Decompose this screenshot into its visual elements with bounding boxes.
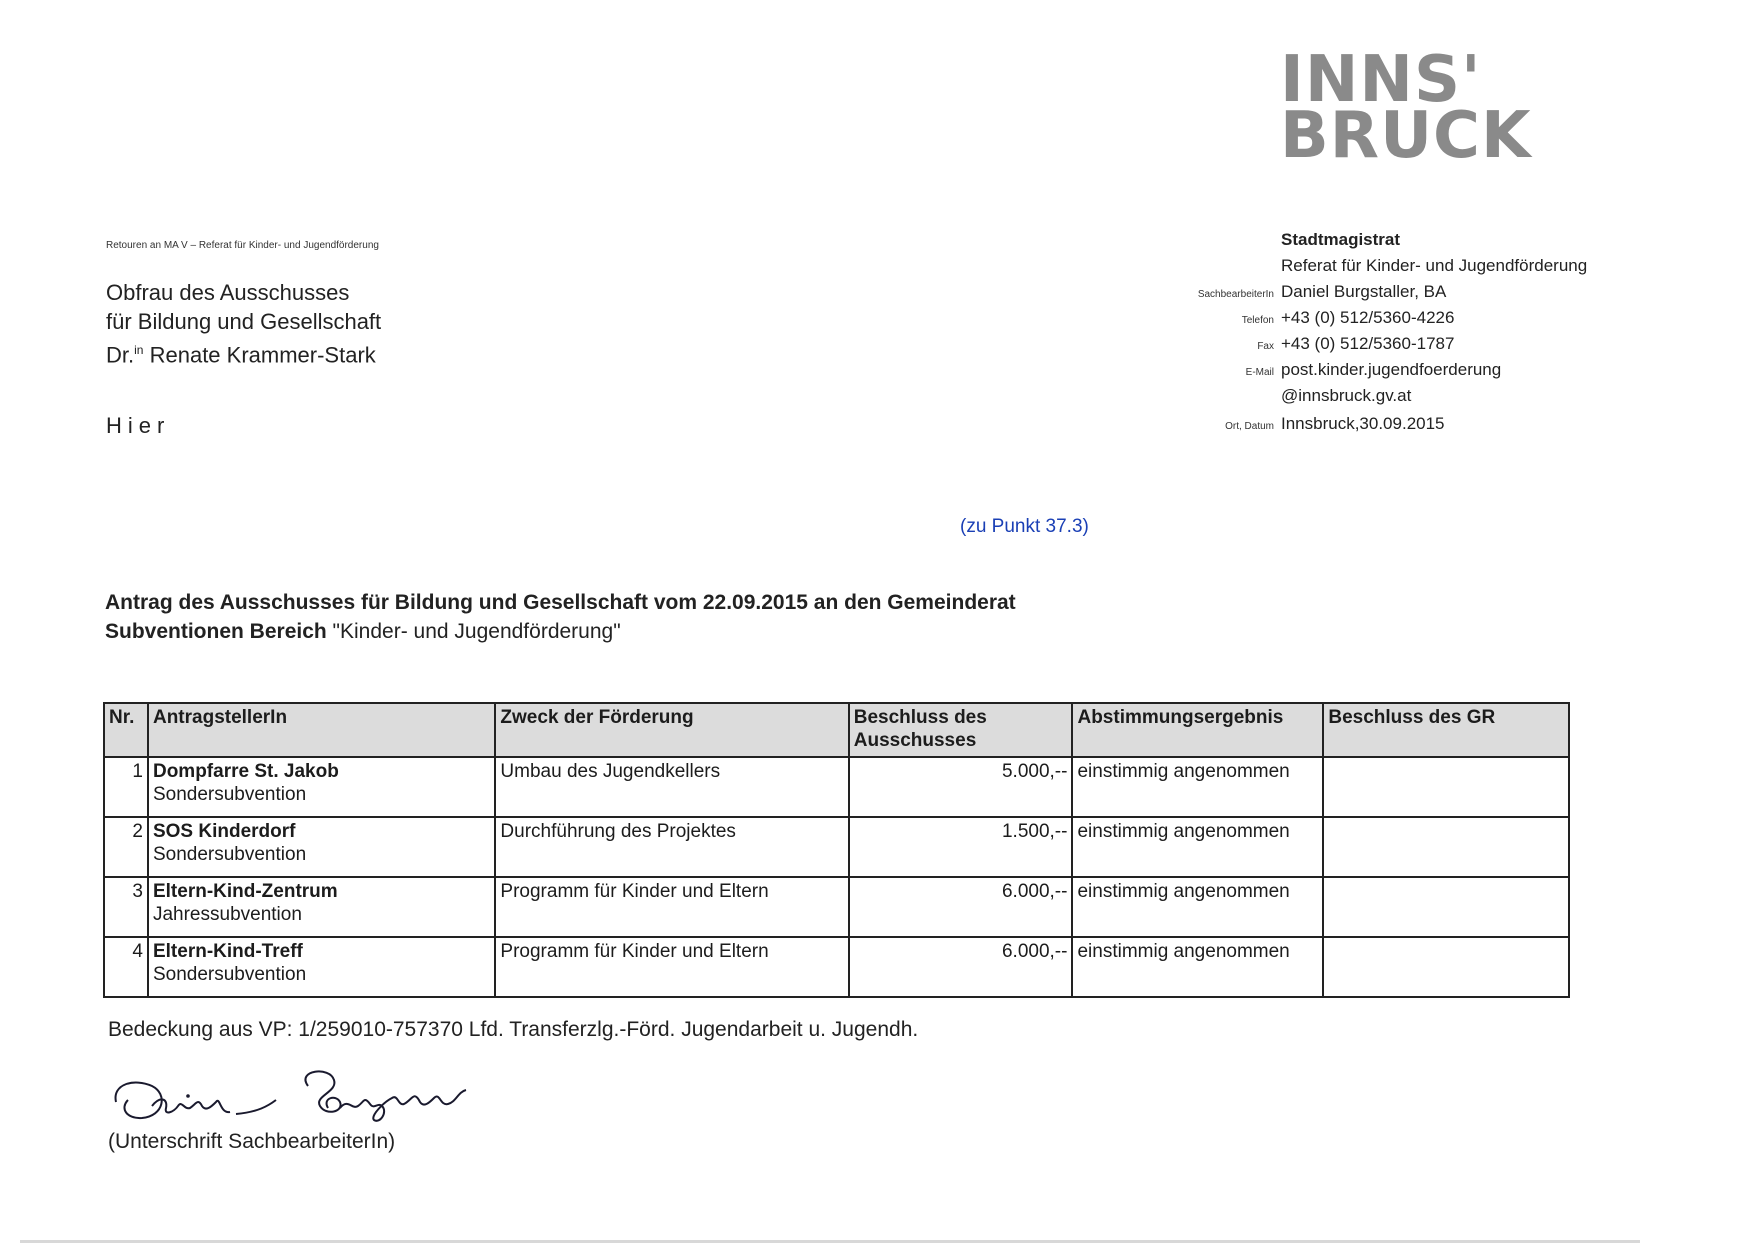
sender-label-fax: Fax [1257,341,1274,352]
header-applicant: AntragstellerIn [148,703,495,757]
sender-value-fax: +43 (0) 512/5360-1787 [1281,334,1455,353]
signature-caption: (Unterschrift SachbearbeiterIn) [108,1130,396,1153]
sender-label-clerk: SachbearbeiterIn [1197,289,1274,300]
sender-label-date: Ort, Datum [1225,421,1274,432]
sender-label-phone: Telefon [1241,315,1274,326]
table-header-row [104,703,1569,757]
logo-line-2: BRUCK [1280,99,1532,173]
sender-row-email-domain [1150,386,1630,412]
page-bottom-edge [20,1240,1640,1243]
table-row [104,817,1569,877]
return-address: Retouren an MA V – Referat für Kinder- und Jugendförderung [106,240,379,251]
table-row [104,937,1569,997]
row-amount: 6.000,-- [849,937,1073,997]
heading-line-2 [105,617,1016,646]
sender-value-email-domain: @innsbruck.gv.at [1281,386,1412,405]
row-vote: einstimmig angenommen [1072,817,1323,877]
sender-label-email: E-Mail [1245,367,1274,378]
applicant-name: Eltern-Kind-Treff [152,941,303,962]
row-amount: 1.500,-- [849,817,1073,877]
recipient-line-1: Obfrau des Ausschusses [106,280,350,305]
innsbruck-logo [1280,43,1540,173]
sender-row-phone [1150,308,1630,334]
sender-row-date [1150,414,1630,440]
recipient-line-2: für Bildung und Gesellschaft [106,309,382,334]
row-applicant [148,877,495,937]
table-row [104,757,1569,817]
row-vote: einstimmig angenommen [1072,877,1323,937]
heading-subsidy-name: "Kinder- und Jugendförderung" [326,620,621,643]
applicant-name: Dompfarre St. Jakob [152,761,339,782]
applicant-name: SOS Kinderdorf [152,821,296,842]
header-committee-decision: Beschluss des Ausschusses [849,703,1073,757]
sender-row-clerk [1150,282,1630,308]
sender-row-email [1150,360,1630,386]
logo-line-1: INNS' [1280,43,1482,117]
applicant-name: Eltern-Kind-Zentrum [152,881,338,902]
sender-value-clerk: Daniel Burgstaller, BA [1281,282,1447,301]
sender-title: Stadtmagistrat [1281,230,1401,249]
sender-department-row [1150,256,1630,282]
budget-coverage: Bedeckung aus VP: 1/259010-757370 Lfd. Transferzlg.-Förd. Jugendarbeit u. Jugendh. [108,1018,919,1041]
subsidy-type: Sondersubvention [152,844,307,865]
header-purpose: Zweck der Förderung [495,703,848,757]
subsidy-type: Sondersubvention [152,784,307,805]
row-purpose: Umbau des Jugendkellers [495,757,848,817]
recipient-title-sup: in [134,343,144,357]
row-nr: 4 [104,937,148,997]
sender-value-email: post.kinder.jugendfoerderung [1281,360,1502,379]
row-vote: einstimmig angenommen [1072,757,1323,817]
heading-subsidy-area: Subventionen Bereich [105,620,327,643]
row-council-decision [1323,937,1569,997]
row-purpose: Programm für Kinder und Eltern [495,877,848,937]
row-nr: 3 [104,877,148,937]
hier-label: Hier [106,413,171,438]
header-nr: Nr. [104,703,148,757]
agenda-reference: (zu Punkt 37.3) [960,516,1089,537]
row-council-decision [1323,757,1569,817]
row-nr: 2 [104,817,148,877]
sender-value-date: Innsbruck,30.09.2015 [1281,414,1445,433]
row-amount: 6.000,-- [849,877,1073,937]
header-council-decision: Beschluss des GR [1323,703,1569,757]
row-purpose: Programm für Kinder und Eltern [495,937,848,997]
recipient-line-3 [106,336,381,369]
document-heading [105,588,1016,646]
row-vote: einstimmig angenommen [1072,937,1323,997]
subsidy-type: Sondersubvention [152,964,307,985]
sender-value-phone: +43 (0) 512/5360-4226 [1281,308,1455,327]
header-vote-result: Abstimmungsergebnis [1072,703,1323,757]
row-nr: 1 [104,757,148,817]
row-applicant [148,757,495,817]
subsidy-table [103,702,1570,998]
row-council-decision [1323,817,1569,877]
recipient-block [106,278,381,369]
handwritten-signature [108,1062,508,1132]
row-amount: 5.000,-- [849,757,1073,817]
heading-title: Antrag des Ausschusses für Bildung und Gesellschaft vom 22.09.2015 an den Gemeinderat [105,591,1016,614]
row-applicant [148,937,495,997]
heading-line-1 [105,588,1016,617]
row-purpose: Durchführung des Projektes [495,817,848,877]
sender-row-fax [1150,334,1630,360]
recipient-title: Dr. [106,342,135,368]
subsidy-type: Jahressubvention [152,904,302,925]
table-row [104,877,1569,937]
row-council-decision [1323,877,1569,937]
row-applicant [148,817,495,877]
sender-department: Referat für Kinder- und Jugendförderung [1281,256,1588,275]
recipient-name: Renate Krammer-Stark [149,342,376,368]
